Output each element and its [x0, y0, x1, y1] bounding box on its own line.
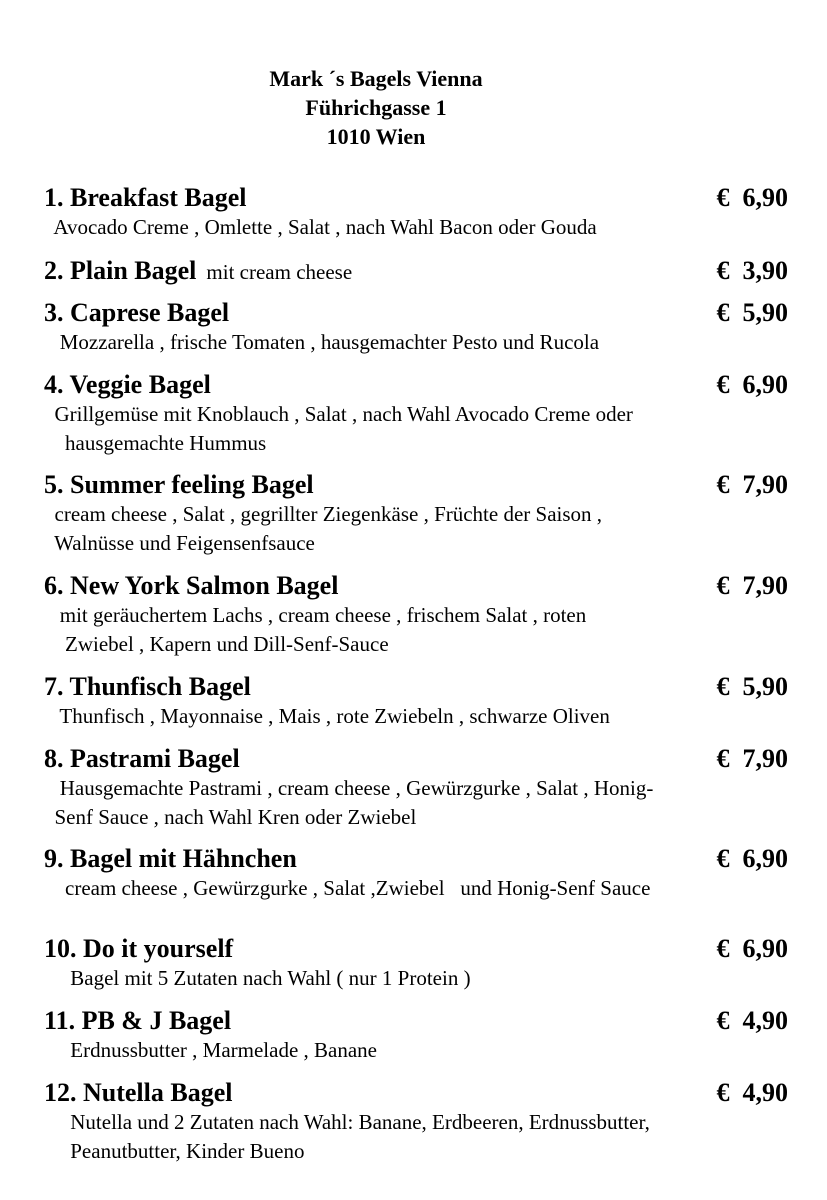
- menu-item-header: [44, 1006, 788, 1036]
- menu-item-price: € 7,90: [716, 571, 788, 600]
- menu-item-name: 1. Breakfast Bagel: [44, 183, 247, 212]
- menu-item-price: € 7,90: [716, 744, 788, 773]
- menu-item-description-line: cream cheese , Salat , gegrillter Ziegenkäse , Früchte der Saison ,: [44, 502, 603, 526]
- menu-item-price: € 4,90: [716, 1078, 788, 1107]
- menu-item-title: [44, 672, 251, 702]
- menu-item-title: [44, 470, 314, 500]
- menu-item-name: 12. Nutella Bagel: [44, 1078, 233, 1107]
- menu-item: [44, 672, 788, 731]
- menu-item-description-line: Senf Sauce , nach Wahl Kren oder Zwiebel: [44, 805, 417, 829]
- menu-item-name: 3. Caprese Bagel: [44, 298, 230, 327]
- restaurant-name: Mark ´s Bagels Vienna: [269, 66, 483, 91]
- menu-item-description-line: hausgemachte Hummus: [44, 431, 267, 455]
- menu-item-price: € 4,90: [716, 1006, 788, 1035]
- menu-item-description: [44, 702, 788, 731]
- menu-item-header: [44, 470, 788, 500]
- menu-item-description: [44, 601, 788, 659]
- menu-item-title: [44, 183, 246, 213]
- menu-item-name: 8. Pastrami Bagel: [44, 744, 240, 773]
- menu-item-price: € 6,90: [716, 844, 788, 873]
- menu-item-description-line: Peanutbutter, Kinder Bueno: [44, 1139, 305, 1163]
- menu-item-description-line: mit geräuchertem Lachs , cream cheese , frischem Salat , roten: [44, 603, 587, 627]
- menu-item-title: [44, 844, 297, 874]
- menu-item-name: 4. Veggie Bagel: [44, 370, 211, 399]
- menu-item-description: [44, 500, 788, 558]
- menu-item: [44, 1006, 788, 1065]
- menu-item-description-line: Grillgemüse mit Knoblauch , Salat , nach Wahl Avocado Creme oder: [44, 402, 633, 426]
- menu-item: [44, 744, 788, 832]
- menu-item-price: € 6,90: [716, 370, 788, 399]
- menu-item-name: 11. PB & J Bagel: [44, 1006, 232, 1035]
- menu-item-header: [44, 844, 788, 874]
- menu-item-description-line: Nutella und 2 Zutaten nach Wahl: Banane, Erdbeeren, Erdnussbutter,: [44, 1110, 650, 1134]
- menu-item-name: 7. Thunfisch Bagel: [44, 672, 251, 701]
- menu-item: [44, 183, 788, 242]
- menu-item-header: [44, 298, 788, 328]
- menu-item: [44, 1078, 788, 1166]
- menu-item-description: [44, 964, 788, 993]
- menu-item-header: [44, 256, 788, 286]
- menu-item-description: [44, 400, 788, 458]
- menu-item: [44, 470, 788, 558]
- menu-item-header: [44, 370, 788, 400]
- menu-item: [44, 256, 788, 286]
- menu-item-name: 6. New York Salmon Bagel: [44, 571, 339, 600]
- menu-item-price: € 7,90: [716, 470, 788, 499]
- menu-item-name: 2. Plain Bagel: [44, 256, 197, 285]
- menu-item: [44, 934, 788, 993]
- menu-item-title: [44, 744, 240, 774]
- menu-item-title: [44, 370, 211, 400]
- menu-item-description-line: Hausgemachte Pastrami , cream cheese , Gewürzgurke , Salat , Honig-: [44, 776, 654, 800]
- menu-item-header: [44, 672, 788, 702]
- menu-item: [44, 370, 788, 458]
- menu-item-inline-description: mit cream cheese: [206, 260, 353, 284]
- restaurant-street: Führichgasse 1: [305, 95, 447, 120]
- menu-item-description: [44, 874, 788, 903]
- menu-item-description: [44, 328, 788, 357]
- menu-item-price: € 6,90: [716, 183, 788, 212]
- menu-item-title: [44, 571, 338, 601]
- restaurant-city: 1010 Wien: [326, 124, 426, 149]
- menu-item-header: [44, 571, 788, 601]
- menu-item-header: [44, 183, 788, 213]
- menu-item-title: [44, 934, 233, 964]
- menu-item-description-line: Walnüsse und Feigensenfsauce: [44, 531, 315, 555]
- menu-item-description-line: cream cheese , Gewürzgurke , Salat ,Zwiebel und Honig-Senf Sauce: [44, 876, 651, 900]
- menu-item-price: € 5,90: [716, 672, 788, 701]
- menu-item-description-line: Thunfisch , Mayonnaise , Mais , rote Zwiebeln , schwarze Oliven: [44, 704, 610, 728]
- menu-item-header: [44, 744, 788, 774]
- menu-item-price: € 3,90: [716, 256, 788, 285]
- menu-item-description: [44, 1108, 788, 1166]
- menu-item-description: [44, 1036, 788, 1065]
- menu-item-description-line: Zwiebel , Kapern und Dill-Senf-Sauce: [44, 632, 389, 656]
- menu-item-title: [44, 1078, 233, 1108]
- menu-item-title: [44, 256, 352, 287]
- menu-item-description-line: Bagel mit 5 Zutaten nach Wahl ( nur 1 Protein ): [44, 966, 471, 990]
- menu-item-name: 9. Bagel mit Hähnchen: [44, 844, 297, 873]
- menu-item-description: [44, 213, 788, 242]
- menu-header: [0, 64, 752, 151]
- menu-item-price: € 5,90: [716, 298, 788, 327]
- menu-item-title: [44, 298, 229, 328]
- menu-item-name: 5. Summer feeling Bagel: [44, 470, 314, 499]
- menu-item: [44, 844, 788, 903]
- menu-item: [44, 571, 788, 659]
- menu-item-description: [44, 774, 788, 832]
- menu-item-name: 10. Do it yourself: [44, 934, 234, 963]
- menu-item-price: € 6,90: [716, 934, 788, 963]
- menu-item-title: [44, 1006, 231, 1036]
- menu-item-header: [44, 1078, 788, 1108]
- menu-item: [44, 298, 788, 357]
- menu-item-header: [44, 934, 788, 964]
- menu-item-description-line: Mozzarella , frische Tomaten , hausgemachter Pesto und Rucola: [44, 330, 600, 354]
- menu-item-description-line: Erdnussbutter , Marmelade , Banane: [44, 1038, 377, 1062]
- menu-item-description-line: Avocado Creme , Omlette , Salat , nach Wahl Bacon oder Gouda: [44, 215, 597, 239]
